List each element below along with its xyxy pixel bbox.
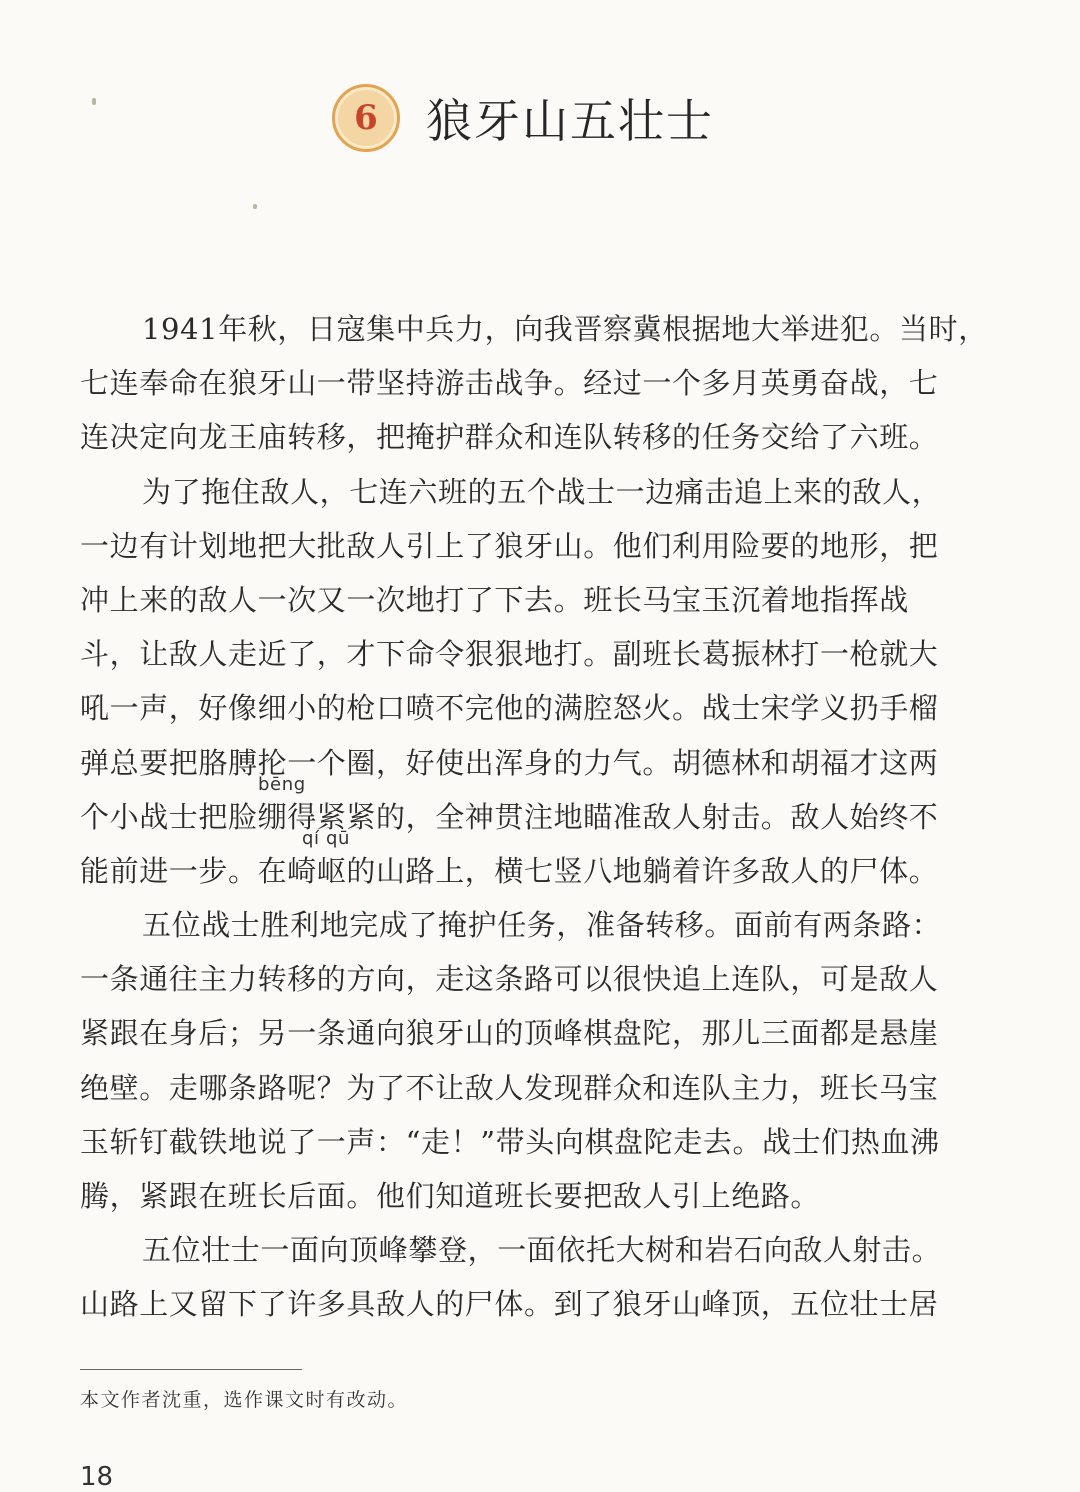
text-line: 1941年秋，日寇集中兵力，向我晋察冀根据地大举进犯。当时， (142, 312, 988, 346)
text-line: 玉斩钉截铁地说了一声：“走！”带头向棋盘陀走去。战士们热血沸 (80, 1124, 940, 1159)
footnote-divider (80, 1369, 302, 1370)
text-line: 腾，紧跟在班长后面。他们知道班长要把敌人引上绝路。 (80, 1179, 821, 1213)
text-line: 五位战士胜利地完成了掩护任务，准备转移。面前有两条路： (142, 908, 942, 943)
text-line: 弹总要把胳膊抡一个圈，好使出浑身的力气。胡德林和胡福才这两 (80, 745, 939, 780)
page-number: 18 (80, 1462, 114, 1492)
paper-speck (253, 204, 257, 209)
lesson-header (332, 78, 714, 158)
lesson-body (80, 302, 988, 1332)
text-line-with-pinyin (80, 773, 984, 844)
text-line: 斗，让敌人走近了，才下命令狠狠地打。副班长葛振林打一枪就大 (80, 637, 939, 672)
pinyin-annotation: bēng (258, 773, 306, 795)
text-line-with-pinyin (80, 827, 984, 898)
text-line: 能前进一步。在崎岖的山路上，横七竖八地躺着许多敌人的尸体。 (80, 853, 939, 888)
text-line: 山路上又留下了许多具敌人的尸体。到了狼牙山峰顶，五位壮士居 (80, 1287, 939, 1322)
text-line: 七连奉命在狼牙山一带坚持游击战争。经过一个多月英勇奋战，七 (80, 366, 939, 401)
text-line: 五位壮士一面向顶峰攀登，一面依托大树和岩石向敌人射击。 (142, 1233, 942, 1268)
pinyin-annotation: qí qū (302, 827, 350, 849)
text-line: 一条通往主力转移的方向，走这条路可以很快追上连队，可是敌人 (80, 962, 939, 997)
text-line: 冲上来的敌人一次又一次地打了下去。班长马宝玉沉着地指挥战 (80, 582, 909, 617)
text-line: 绝壁。走哪条路呢？为了不让敌人发现群众和连队主力，班长马宝 (80, 1070, 939, 1105)
text-line: 个小战士把脸绷得紧紧的，全神贯注地瞄准敌人射击。敌人始终不 (80, 799, 939, 834)
paper-speck (92, 98, 96, 105)
text-line: 为了拖住敌人，七连六班的五个战士一边痛击追上来的敌人， (142, 474, 942, 509)
footnote: 本文作者沈重，选作课文时有改动。 (80, 1389, 409, 1411)
text-line: 紧跟在身后；另一条通向狼牙山的顶峰棋盘陀，那儿三面都是悬崖 (80, 1016, 939, 1051)
text-line: 一边有计划地把大批敌人引上了狼牙山。他们利用险要的地形，把 (80, 528, 939, 563)
text-line: 连决定向龙王庙转移，把掩护群众和连队转移的任务交给了六班。 (80, 420, 939, 455)
text-line: 吼一声，好像细小的枪口喷不完他的满腔怒火。战士宋学义扔手榴 (80, 691, 939, 726)
lesson-number-badge: 6 (332, 84, 400, 152)
lesson-title: 狼牙山五壮士 (426, 94, 714, 148)
